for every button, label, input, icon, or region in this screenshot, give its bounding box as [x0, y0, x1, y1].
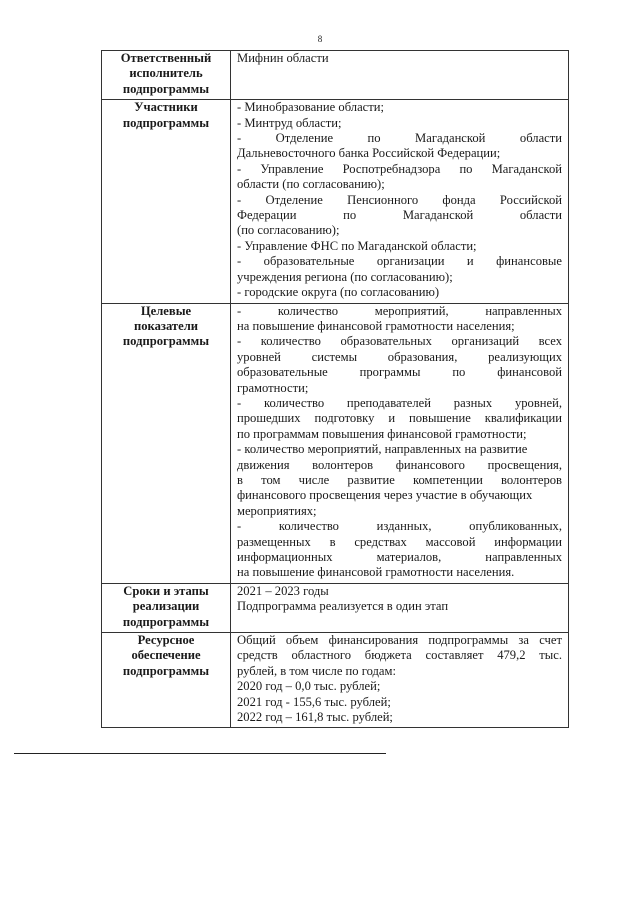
row-label-line: показатели — [133, 318, 199, 333]
row-label — [102, 633, 231, 728]
value-line: - количество мероприятий, направленных — [237, 303, 562, 318]
row-label-line: Сроки и этапы — [123, 583, 209, 598]
value-line: Федерации по Магаданской области — [237, 208, 562, 223]
value-line: информационных материалов, направленных — [237, 550, 562, 564]
value-line: по программам повышения финансовой грамотности; — [237, 426, 527, 441]
value-line: рублей, в том числе по годам: — [237, 663, 396, 678]
subprogram-passport-table — [101, 50, 569, 728]
value-line: - Минтруд области; — [237, 115, 342, 130]
value-line: - Минобразование области; — [237, 100, 384, 115]
value-line: движения волонтеров финансового просвещения, — [237, 457, 562, 472]
value-line: образовательные программы по финансовой — [237, 365, 562, 380]
value-line: на повышение финансовой грамотности населения; — [237, 318, 515, 333]
value-line: мероприятиях; — [237, 503, 317, 518]
value-line: финансового просвещения через участие в обучающих — [237, 488, 533, 503]
value-line: Мифнин области — [237, 51, 329, 65]
value-line: 2021 – 2023 годы — [237, 583, 329, 598]
row-value — [231, 633, 569, 728]
row-label-line: подпрограммы — [122, 663, 210, 678]
row-label-line: Участники — [134, 100, 198, 115]
value-line: - Управление Роспотребнадзора по Магаданской — [237, 161, 562, 176]
row-label-line: подпрограммы — [122, 115, 210, 130]
row-value — [231, 583, 569, 632]
value-line: Подпрограмма реализуется в один этап — [237, 599, 449, 614]
value-line: - количество преподавателей разных уровней, — [237, 395, 562, 410]
value-line: средств областного бюджета составляет 479,2 тыс. — [237, 648, 562, 663]
row-label-line: Целевые — [140, 303, 192, 318]
value-line: (по согласованию); — [237, 223, 340, 238]
value-line: области (по согласованию); — [237, 177, 385, 192]
value-line: на повышение финансовой грамотности населения. — [237, 565, 515, 580]
value-line: уровней системы образования, реализующих — [237, 349, 562, 364]
responsible-executor-row — [102, 51, 569, 100]
row-label-line: Ответственный — [120, 51, 212, 65]
value-line: грамотности; — [237, 380, 309, 395]
value-line: - городские округа (по согласованию) — [237, 285, 440, 300]
value-line: прошедших подготовку и повышение квалификации — [237, 411, 562, 426]
row-label-line: исполнитель — [129, 66, 203, 81]
row-label — [102, 583, 231, 632]
row-label — [102, 51, 231, 100]
row-label — [102, 100, 231, 303]
value-line: 2021 год - 155,6 тыс. рублей; — [237, 694, 391, 709]
row-value — [231, 303, 569, 583]
row-label-line: подпрограммы — [122, 614, 210, 629]
footnote-divider — [14, 753, 386, 754]
value-line: Дальневосточного банка Российской Федерации; — [237, 146, 501, 161]
page-number: 8 — [317, 34, 323, 44]
value-line: - количество изданных, опубликованных, — [237, 519, 562, 534]
value-line: - количество образовательных организаций всех — [237, 334, 562, 349]
value-line: - Отделение по Магаданской области — [237, 131, 562, 146]
value-line: - Отделение Пенсионного фонда Российской — [237, 192, 562, 207]
row-label-line: реализации — [132, 599, 200, 614]
value-line: размещенных в средствах массовой информации — [237, 534, 562, 549]
value-line: в том числе развитие компетенции волонтеров — [237, 472, 562, 487]
row-label-line: Ресурсное — [137, 633, 195, 648]
timeframe-row — [102, 583, 569, 632]
row-value — [231, 100, 569, 303]
value-line: - образовательные организации и финансовые — [237, 254, 562, 269]
value-line: учреждения региона (по согласованию); — [237, 269, 453, 284]
row-label-line: подпрограммы — [122, 334, 210, 349]
target-indicators-row — [102, 303, 569, 583]
value-line: - количество мероприятий, направленных на развитие — [237, 442, 528, 457]
row-label-line: подпрограммы — [122, 81, 210, 96]
row-value — [231, 51, 569, 100]
value-line: - Управление ФНС по Магаданской области; — [237, 238, 477, 253]
participants-row — [102, 100, 569, 303]
value-line: 2020 год – 0,0 тыс. рублей; — [237, 679, 381, 694]
value-line: Общий объем финансирования подпрограммы за счет — [237, 633, 562, 648]
value-line: 2022 год – 161,8 тыс. рублей; — [237, 710, 393, 725]
row-label — [102, 303, 231, 583]
resources-row — [102, 633, 569, 728]
row-label-line: обеспечение — [131, 648, 201, 663]
